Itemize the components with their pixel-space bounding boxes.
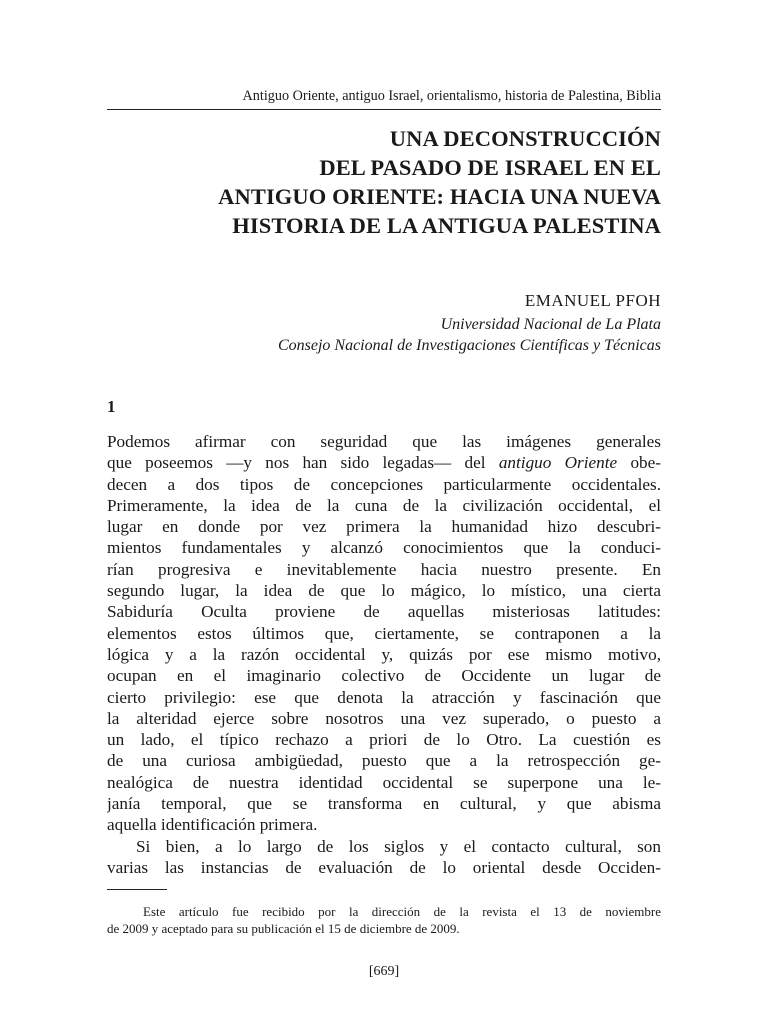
body-line: Primeramente, la idea de la cuna de la civilización occidental, el [107, 495, 661, 515]
body-line: Sabiduría Oculta proviene de aquellas misteriosas latitudes: [107, 602, 661, 622]
body-line: elementos estos últimos que, ciertamente, se contraponen a la [107, 623, 661, 643]
body-line: la alteridad ejerce sobre nosotros una vez superado, o puesto a [107, 708, 661, 728]
title-line: ANTIGUO ORIENTE: HACIA UNA NUEVA [218, 184, 661, 209]
title-line: HISTORIA DE LA ANTIGUA PALESTINA [232, 213, 661, 238]
footnote-line: Este artículo fue recibido por la dirección de la revista el 13 de noviembre [143, 904, 661, 919]
body-text-segment: que poseemos —y nos han sido legadas— del [107, 453, 499, 473]
header-rule [107, 109, 661, 110]
body-line: cierto privilegio: ese que denota la atracción y fascinación que [107, 687, 661, 707]
body-line [107, 452, 661, 473]
emphasis-antiguo-oriente: antiguo Oriente [498, 453, 618, 473]
body-line: segundo lugar, la idea de que lo mágico, lo místico, una cierta [107, 581, 661, 601]
body-line: rían progresiva e inevitablemente hacia nuestro presente. En [107, 559, 661, 579]
affiliation-council: Consejo Nacional de Investigaciones Científicas y Técnicas [277, 337, 661, 354]
title-line: UNA DECONSTRUCCIÓN [389, 126, 661, 151]
body-line: ocupan en el imaginario colectivo de Occidente un lugar de [107, 666, 661, 686]
running-head: Antiguo Oriente, antiguo Israel, orientalismo, historia de Palestina, Biblia [242, 88, 661, 104]
body-line: decen a dos tipos de concepciones particularmente occidentales. [107, 474, 661, 494]
title-line: DEL PASADO DE ISRAEL EN EL [319, 155, 661, 180]
body-text-segment: obe- [617, 453, 661, 473]
body-line: lógica y a la razón occidental y, quizás por ese mismo motivo, [107, 644, 661, 664]
body-line: mientos fundamentales y alcanzó conocimientos que la conduci- [107, 538, 661, 558]
page-number: [669] [368, 964, 400, 979]
body-line: un lado, el típico rechazo a priori de lo Otro. La cuestión es [107, 730, 661, 750]
body-line: Si bien, a lo largo de los siglos y el contacto cultural, son [136, 836, 661, 856]
footnote [107, 903, 661, 937]
body-line: de una curiosa ambigüedad, puesto que a la retrospección ge- [107, 751, 661, 771]
body-line: janía temporal, que se transforma en cultural, y que abisma [107, 794, 661, 814]
body-line: aquella identificación primera. [107, 815, 318, 835]
affiliation-university: Universidad Nacional de La Plata [440, 316, 661, 333]
footnote-line: de 2009 y aceptado para su publicación el 15 de diciembre de 2009. [107, 921, 460, 936]
section-number: 1 [107, 397, 116, 416]
article-title [107, 124, 661, 240]
body-line: lugar en donde por vez primera la humanidad hizo descubri- [107, 517, 661, 537]
author-name: EMANUEL PFOH [524, 291, 661, 310]
body-line: nealógica de nuestra identidad occidental se superpone una le- [107, 772, 661, 792]
footnote-rule [107, 889, 167, 890]
body-line: Podemos afirmar con seguridad que las imágenes generales [107, 432, 661, 451]
body-text [107, 431, 661, 878]
body-line: varias las instancias de evaluación de lo oriental desde Occiden- [107, 857, 661, 877]
